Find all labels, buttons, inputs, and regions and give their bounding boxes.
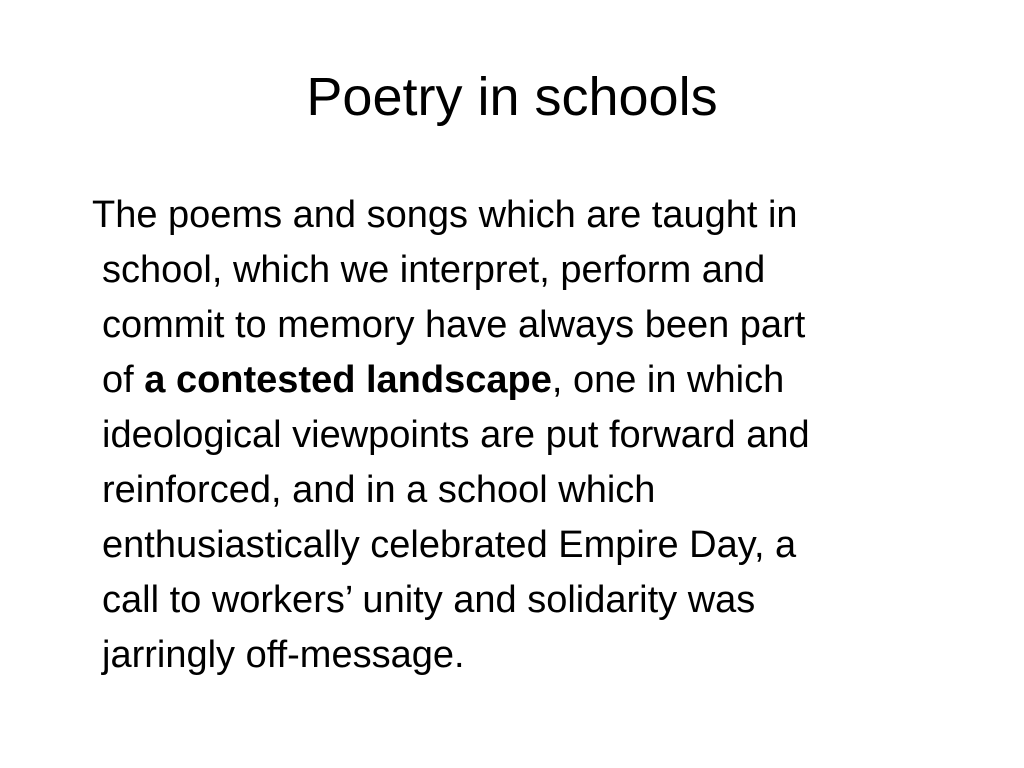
body-line-8: call to workers’ unity and solidarity was: [102, 579, 756, 621]
emphasized-phrase: a contested landscape: [144, 359, 552, 401]
body-line-4-prefix: of: [102, 359, 145, 401]
slide-title: Poetry in schools: [306, 67, 718, 127]
body-line-7: enthusiastically celebrated Empire Day, a: [102, 524, 797, 566]
body-line-4: [92, 353, 964, 408]
body-line-4-suffix: , one in which: [551, 359, 785, 401]
body-line-6: reinforced, and in a school which: [102, 469, 656, 511]
body-line-3: commit to memory have always been part: [102, 304, 806, 346]
slide-body-paragraph: [92, 188, 964, 683]
body-line-1: The poems and songs which are taught in: [92, 194, 798, 236]
body-line-2: school, which we interpret, perform and: [102, 249, 766, 291]
body-line-9: jarringly off-message.: [102, 634, 465, 676]
body-line-5: ideological viewpoints are put forward and: [102, 414, 810, 456]
